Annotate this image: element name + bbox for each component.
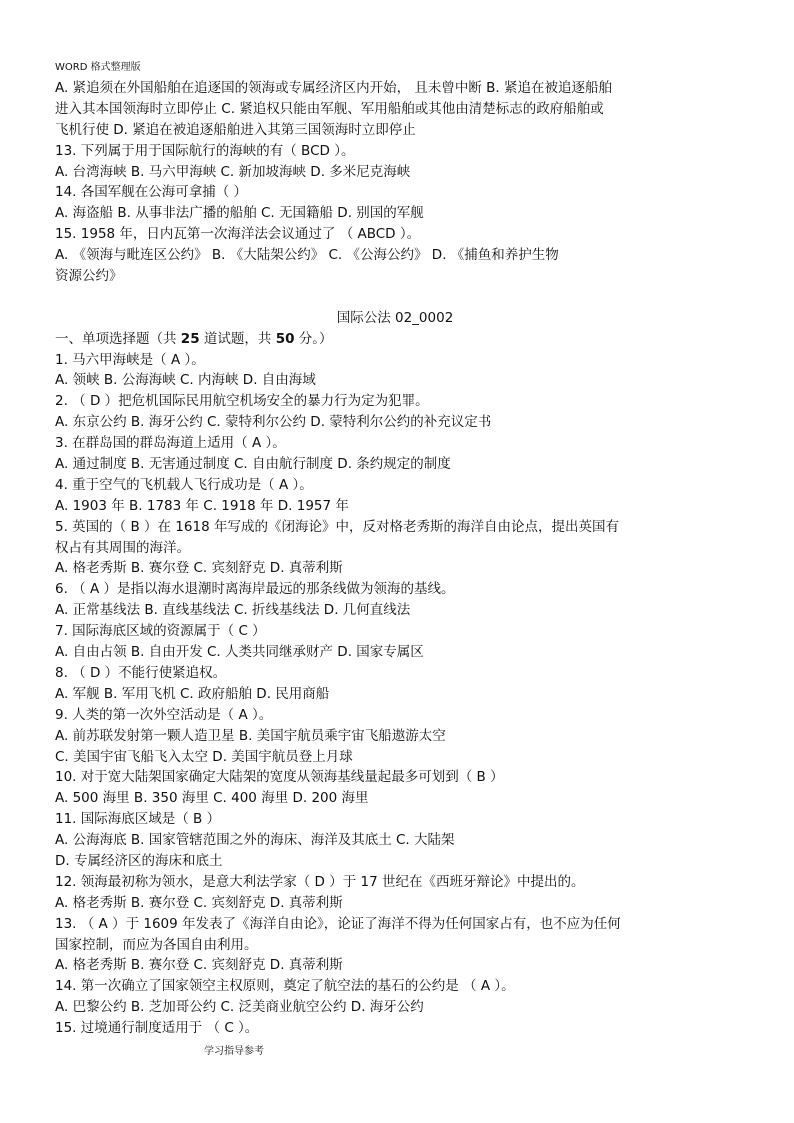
text-line: D. 专属经济区的海床和底土 xyxy=(55,852,223,869)
document-body xyxy=(55,78,735,1039)
text-line: A. 领峡 B. 公海海峡 C. 内海峡 D. 自由海域 xyxy=(55,372,316,389)
text-line: 11. 国际海底区域是（ B ） xyxy=(55,811,221,828)
text-line: 13. 下列属于用于国际航行的海峡的有（ BCD ）。 xyxy=(55,142,355,159)
page-header: WORD 格式整理版 xyxy=(55,62,141,73)
text-line: 15. 1958 年，日内瓦第一次海洋法会议通过了 （ ABCD ）。 xyxy=(55,226,421,243)
text-line: A. 《领海与毗连区公约》 B. 《大陆架公约》 C. 《公海公约》 D. 《捕鱼和养护生物 xyxy=(55,247,559,264)
text-line: 国家控制，而应为各国自由利用。 xyxy=(55,936,258,953)
text-line: 15. 过境通行制度适用于 （ C ）。 xyxy=(55,1020,259,1037)
section-intro xyxy=(55,329,735,350)
text-line: 7. 国际海底区域的资源属于（ C ） xyxy=(55,623,266,640)
text-line: A. 海盗船 B. 从事非法广播的船舶 C. 无国籍船 D. 别国的军舰 xyxy=(55,205,424,222)
text-line: A. 巴黎公约 B. 芝加哥公约 C. 泛美商业航空公约 D. 海牙公约 xyxy=(55,999,424,1016)
text-line: A. 前苏联发射第一颗人造卫星 B. 美国宇航员乘宇宙飞船遨游太空 xyxy=(55,727,446,744)
blank-line xyxy=(55,287,735,308)
text-line: 权占有其周围的海洋。 xyxy=(55,539,190,556)
text-line: A. 自由占领 B. 自由开发 C. 人类共同继承财产 D. 国家专属区 xyxy=(55,644,424,661)
intro-suffix: 分。） xyxy=(294,330,333,347)
questions-block xyxy=(55,350,735,1039)
text-line: A. 公海海底 B. 国家管辖范围之外的海床、海洋及其底土 C. 大陆架 xyxy=(55,832,455,849)
total-score: 50 xyxy=(275,330,295,347)
text-line: 5. 英国的（ B ）在 1618 年写成的《闭海论》中，反对格老秀斯的海洋自由论点，提出英国有 xyxy=(55,518,619,535)
section-title: 国际公法 02_0002 xyxy=(336,309,454,326)
text-line: 10. 对于宽大陆架国家确定大陆架的宽度从领海基线量起最多可划到（ B ） xyxy=(55,769,504,786)
text-line: 12. 领海最初称为领水，是意大利法学家（ D ）于 17 世纪在《西班牙辩论》中提出的。 xyxy=(55,873,585,890)
text-line: 6. （ A ）是指以海水退潮时离海岸最远的那条线做为领海的基线。 xyxy=(55,581,455,598)
text-line: A. 通过制度 B. 无害通过制度 C. 自由航行制度 D. 条约规定的制度 xyxy=(55,456,451,473)
previous-questions-block xyxy=(55,78,735,287)
text-line: 13. （ A ）于 1609 年发表了《海洋自由论》，论证了海洋不得为任何国家占有，也不应为任何 xyxy=(55,915,621,932)
text-line: A. 正常基线法 B. 直线基线法 C. 折线基线法 D. 几何直线法 xyxy=(55,602,411,619)
text-line: 8. （ D ）不能行使紧追权。 xyxy=(55,664,227,681)
text-line: 14. 第一次确立了国家领空主权原则，奠定了航空法的基石的公约是 （ A ）。 xyxy=(55,978,515,995)
text-line: A. 军舰 B. 军用飞机 C. 政府船舶 D. 民用商船 xyxy=(55,685,330,702)
text-line: A. 紧追须在外国船舶在追逐国的领海或专属经济区内开始， 且未曾中断 B. 紧追在被追逐船舶 xyxy=(55,80,613,96)
text-line: A. 格老秀斯 B. 赛尔登 C. 宾刻舒克 D. 真蒂利斯 xyxy=(55,560,343,577)
text-line: 9. 人类的第一次外空活动是（ A ）。 xyxy=(55,706,273,723)
text-line: 2. （ D ）把危机国际民用航空机场安全的暴力行为定为犯罪。 xyxy=(55,393,429,410)
question-count: 25 xyxy=(180,330,200,347)
text-line: 14. 各国军舰在公海可拿捕（ ） xyxy=(55,184,248,201)
text-line: 资源公约》 xyxy=(55,268,123,285)
text-line: 飞机行使 D. 紧追在被追逐船舶进入其第三国领海时立即停止 xyxy=(55,121,416,138)
text-line: 1. 马六甲海峡是（ A ）。 xyxy=(55,351,205,368)
text-line: C. 美国宇宙飞船飞入太空 D. 美国宇航员登上月球 xyxy=(55,748,353,765)
text-line: A. 格老秀斯 B. 赛尔登 C. 宾刻舒克 D. 真蒂利斯 xyxy=(55,957,343,974)
text-line: A. 500 海里 B. 350 海里 C. 400 海里 D. 200 海里 xyxy=(55,790,369,807)
page-footer: 学习指导参考 xyxy=(204,1046,264,1057)
text-line: 3. 在群岛国的群岛海道上适用（ A ）。 xyxy=(55,435,286,452)
intro-prefix: 一、单项选择题（共 xyxy=(55,330,181,347)
text-line: 4. 重于空气的飞机载人飞行成功是（ A ）。 xyxy=(55,476,313,493)
text-line: A. 东京公约 B. 海牙公约 C. 蒙特利尔公约 D. 蒙特利尔公约的补充议定书 xyxy=(55,414,492,431)
intro-middle: 道试题，共 xyxy=(199,330,276,347)
text-line: A. 格老秀斯 B. 赛尔登 C. 宾刻舒克 D. 真蒂利斯 xyxy=(55,894,343,911)
text-line: A. 台湾海峡 B. 马六甲海峡 C. 新加坡海峡 D. 多米尼克海峡 xyxy=(55,163,411,180)
text-line: A. 1903 年 B. 1783 年 C. 1918 年 D. 1957 年 xyxy=(55,497,349,514)
text-line: 进入其本国领海时立即停止 C. 紧追权只能由军舰、军用船舶或其他由清楚标志的政府船舶或 xyxy=(55,100,604,117)
